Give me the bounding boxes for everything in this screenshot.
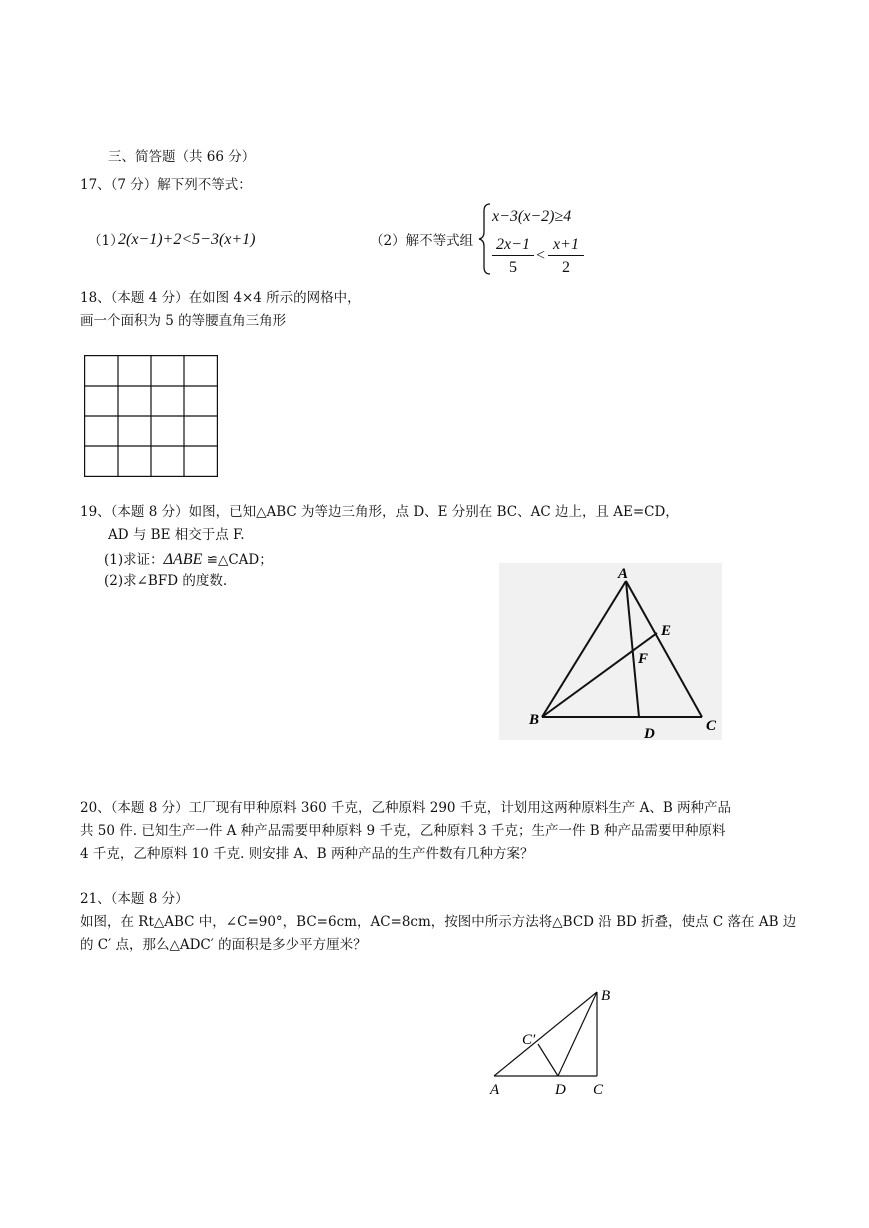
q19-item1-suffix: ≌△CAD； [202,552,273,568]
q19-item1-prefix: (1)求证： [104,552,164,568]
q17-sys-line1: x−3(x−2)≥4 [492,208,572,225]
q19-item1 [104,550,273,569]
q17-part2-label: （2）解不等式组 [370,233,474,249]
section-heading: 三、简答题（共 66 分） [108,149,256,165]
q20-line1: 20、（本题 8 分）工厂现有甲种原料 360 千克，乙种原料 290 千克，计划用这两种原料生产 A、B 两种产品 [80,800,732,816]
q19-item2: (2)求∠BFD 的度数. [104,573,228,589]
grid-4x4 [84,355,218,477]
q17-part1-expr: 2(x−1)+2<5−3(x+1) [118,231,256,248]
label-C2: C [593,1082,604,1098]
label-B: B [529,712,540,728]
q19-figure [499,563,722,740]
q21-line1: 如图，在 Rt△ABC 中，∠C=90°，BC=6cm，AC=8cm，按图中所示方法将△BCD 沿 BD 折叠，使点 C 落在 AB 边 [80,914,797,930]
label-E: E [661,623,672,639]
q17-frac2-bar [548,255,584,256]
q20-line3: 4 千克，乙种原料 10 千克. 则安排 A、B 两种产品的生产件数有几种方案？ [80,846,534,862]
q19-line1: 19、（本题 8 分）如图，已知△ABC 为等边三角形，点 D、E 分别在 BC、AC 边上，且 AE=CD， [80,504,679,520]
q21-line2: 的 C′ 点，那么△ADC′ 的面积是多少平方厘米？ [80,937,367,953]
q17-part1-label: （1） [88,233,124,249]
label-D: D [644,726,655,740]
q18-line2: 画一个面积为 5 的等腰直角三角形 [80,313,287,329]
triangle-abc-lines [542,581,702,717]
label-F: F [638,651,649,667]
q17-frac2-num: x+1 [553,236,579,253]
label-B2: B [601,988,611,1004]
q17-stem: 17、（7 分）解下列不等式： [80,177,252,193]
q19-item1-math: ΔABE [163,551,203,568]
q20-line2: 共 50 件. 已知生产一件 A 种产品需要甲种原料 9 千克，乙种原料 3 千克；生产一件 B 种产品需要甲种原料 [80,823,726,839]
label-A2: A [490,1082,500,1098]
q17-frac2-den: 2 [562,259,570,276]
label-Cprime: C′ [522,1032,536,1048]
q17-frac1-num: 2x−1 [496,236,530,253]
q18-line1: 18、（本题 4 分）在如图 4×4 所示的网格中， [80,290,361,306]
label-D2: D [555,1082,566,1098]
label-A: A [618,566,629,582]
q21-heading: 21、（本题 8 分） [80,891,189,907]
q17-frac1-den: 5 [509,259,517,276]
q17-frac1-bar [492,255,534,256]
q17-lt: < [536,247,546,264]
q21-figure [480,982,620,1100]
label-C: C [706,718,717,734]
q19-line2: AD 与 BE 相交于点 F. [108,527,245,543]
